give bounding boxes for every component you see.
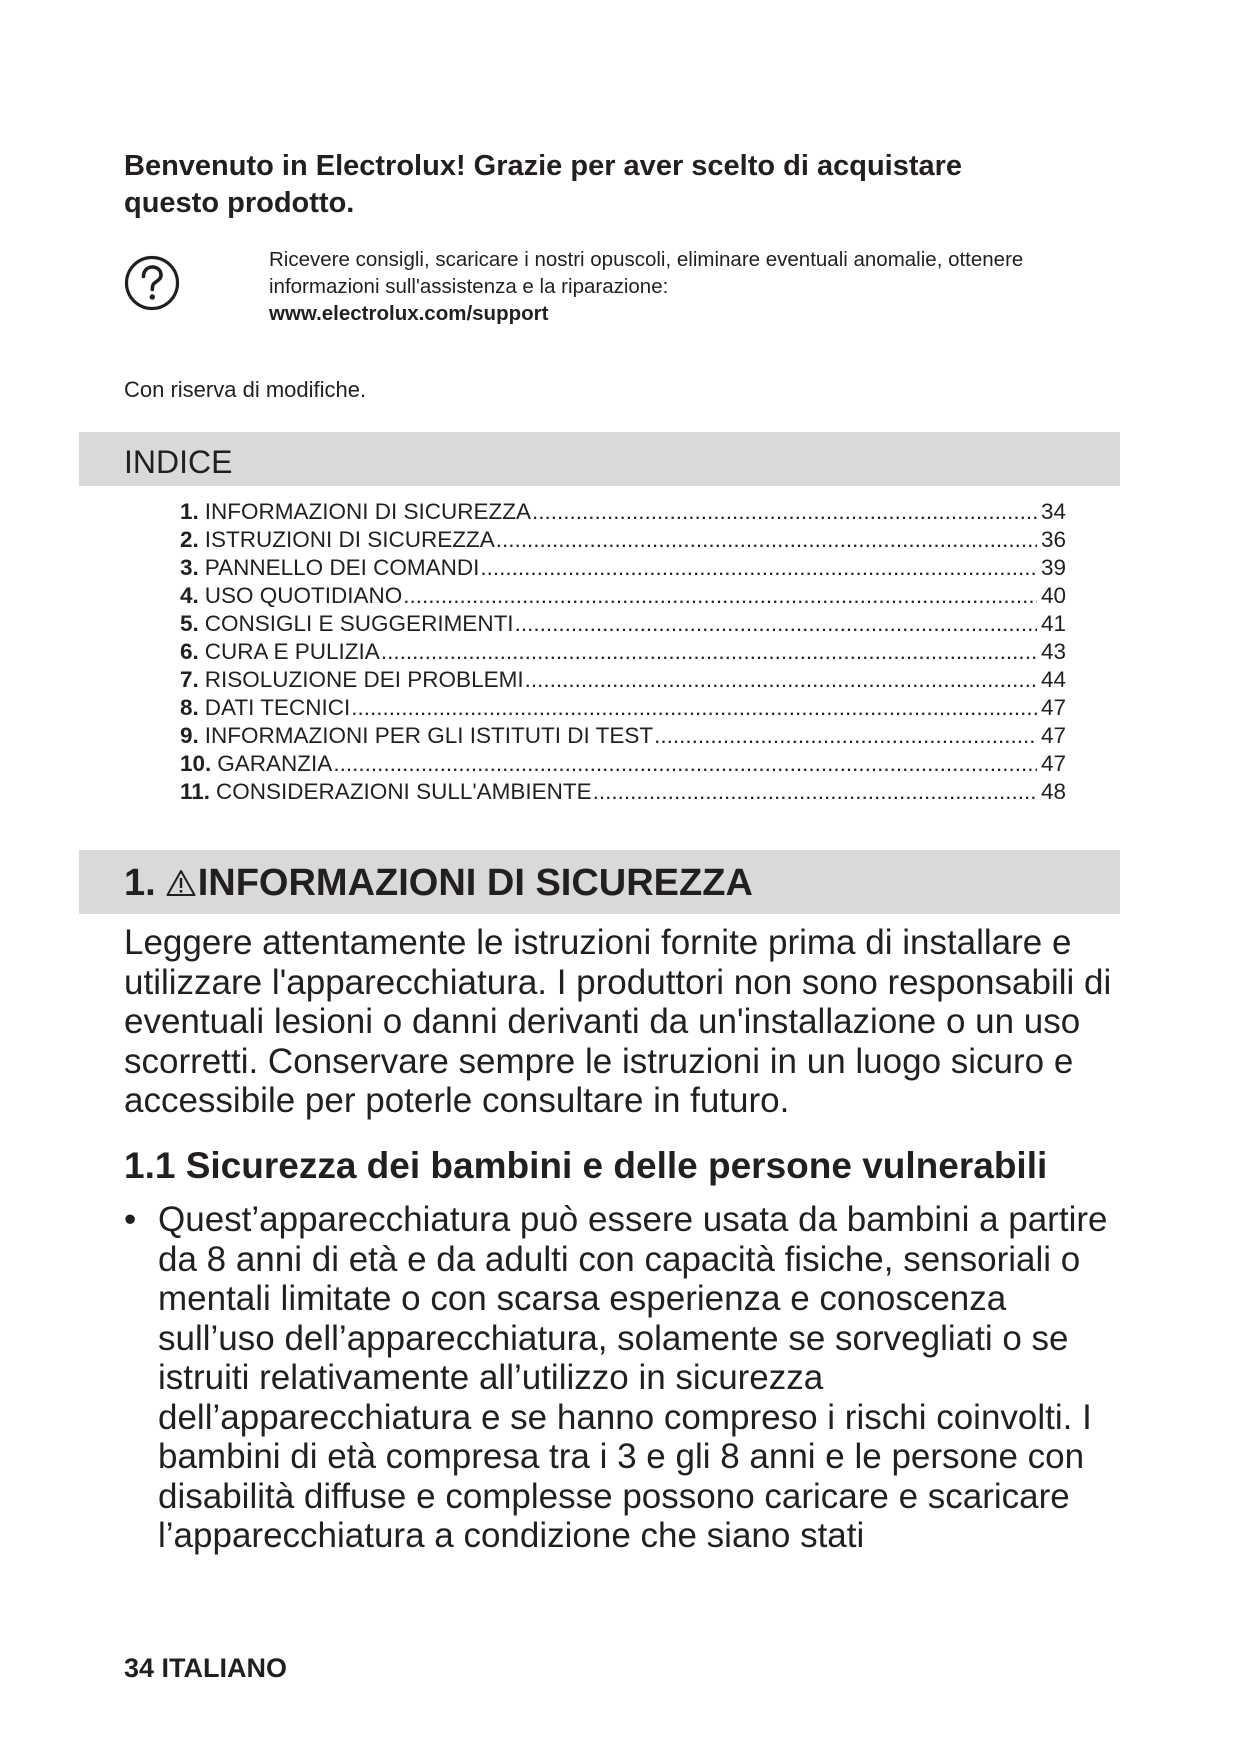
toc-item-number: 10. — [180, 751, 212, 776]
toc-item-label: PANNELLO DEI COMANDI — [204, 555, 480, 580]
toc-leader-dots — [403, 582, 1037, 610]
toc-item[interactable] — [180, 778, 1066, 806]
bullet-symbol: • — [124, 1200, 137, 1239]
toc-item[interactable] — [180, 666, 1066, 694]
toc-item[interactable] — [180, 694, 1066, 722]
toc-leader-dots — [351, 694, 1037, 722]
toc-item-label: RISOLUZIONE DEI PROBLEMI — [204, 667, 524, 692]
section-title-text: INFORMAZIONI DI SICUREZZA — [197, 862, 753, 904]
toc-item-number: 6. — [180, 639, 199, 664]
toc-item-page: 40 — [1040, 583, 1066, 608]
toc-item[interactable] — [180, 722, 1066, 750]
subsection-title: 1.1 Sicurezza dei bambini e delle persone vulnerabili — [124, 1145, 1048, 1186]
toc-item-page: 44 — [1040, 667, 1066, 692]
indice-title: INDICE — [124, 444, 233, 480]
section-title — [124, 861, 753, 905]
toc-leader-dots — [515, 610, 1037, 638]
toc-item-label: CONSIGLI E SUGGERIMENTI — [204, 611, 514, 636]
support-info — [269, 246, 1109, 327]
toc-item[interactable] — [180, 638, 1066, 666]
toc-item-label: INFORMAZIONI PER GLI ISTITUTI DI TEST — [204, 723, 654, 748]
support-info-text: Ricevere consigli, scaricare i nostri opuscoli, eliminare eventuali anomalie, ottenere informazioni sull'assistenza e la riparazione: — [269, 248, 1024, 298]
table-of-contents — [180, 498, 1066, 806]
toc-item-page: 48 — [1040, 779, 1066, 804]
toc-leader-dots — [333, 750, 1037, 778]
toc-item-page: 36 — [1040, 527, 1066, 552]
toc-item-label: USO QUOTIDIANO — [204, 583, 403, 608]
toc-leader-dots — [593, 778, 1037, 806]
toc-item[interactable] — [180, 498, 1066, 526]
toc-item-number: 7. — [180, 667, 199, 692]
toc-leader-dots — [532, 498, 1037, 526]
disclaimer: Con riserva di modifiche. — [124, 377, 367, 402]
welcome-heading: Benvenuto in Electrolux! Grazie per aver scelto di acquistare questo prodotto. — [124, 150, 963, 219]
toc-item-number: 8. — [180, 695, 199, 720]
toc-item-number: 2. — [180, 527, 199, 552]
question-mark-icon — [124, 255, 180, 311]
toc-item[interactable] — [180, 610, 1066, 638]
toc-item-label: DATI TECNICI — [204, 695, 351, 720]
section-intro: Leggere attentamente le istruzioni fornite prima di installare e utilizzare l'apparecchiatura. I produttori non sono responsabili di eventuali lesioni o danni derivanti da un'installazione o un uso scorretti. Conservare sempre le istruzioni in un luogo sicuro e accessibile per poterle consultare in futuro. — [124, 923, 1112, 1120]
toc-item[interactable] — [180, 526, 1066, 554]
toc-item-page: 34 — [1040, 499, 1066, 524]
toc-leader-dots — [381, 638, 1037, 666]
toc-item-page: 47 — [1040, 751, 1066, 776]
toc-item-page: 41 — [1040, 611, 1066, 636]
toc-item-label: CURA E PULIZIA — [204, 639, 380, 664]
support-link[interactable]: www.electrolux.com/support — [269, 302, 549, 325]
toc-leader-dots — [480, 554, 1037, 582]
toc-leader-dots — [654, 722, 1037, 750]
toc-item-number: 9. — [180, 723, 199, 748]
page-footer: 34 ITALIANO — [124, 1653, 288, 1683]
toc-item-page: 43 — [1040, 639, 1066, 664]
toc-item-number: 11. — [180, 779, 211, 804]
toc-leader-dots — [496, 526, 1037, 554]
toc-item-number: 1. — [180, 499, 199, 524]
toc-item-number: 5. — [180, 611, 199, 636]
toc-item[interactable] — [180, 750, 1066, 778]
bullet-text: Quest’apparecchiatura può essere usata da bambini a partire da 8 anni di età e da adulti con capacità fisiche, sensoriali o mentali limitate o con scarsa esperienza e conoscenza sull’uso dell’apparecchiatura, solamente se sorvegliati o se istruiti relativamente all’utilizzo in sicurezza dell’apparecchiatura e se hanno compreso i rischi coinvolti. I bambini di età compresa tra i 3 e gli 8 anni e le persone con disabilità diffuse e complesse possono caricare e scaricare l’apparecchiatura a condizione che siano stati — [158, 1200, 1108, 1555]
toc-leader-dots — [525, 666, 1037, 694]
indice-header-band — [79, 432, 1120, 486]
bullet-item — [124, 1200, 1114, 1556]
toc-item-label: ISTRUZIONI DI SICUREZZA — [204, 527, 495, 552]
toc-item[interactable] — [180, 554, 1066, 582]
toc-item-page: 47 — [1040, 723, 1066, 748]
toc-item-label: INFORMAZIONI DI SICUREZZA — [204, 499, 532, 524]
toc-item-number: 3. — [180, 555, 199, 580]
toc-item-label: CONSIDERAZIONI SULL'AMBIENTE — [216, 779, 592, 804]
toc-item-page: 39 — [1040, 555, 1066, 580]
warning-triangle-icon — [166, 869, 196, 897]
toc-item-label: GARANZIA — [217, 751, 333, 776]
toc-item-number: 4. — [180, 583, 199, 608]
section-number: 1. — [124, 862, 156, 904]
toc-item-page: 47 — [1040, 695, 1066, 720]
toc-item[interactable] — [180, 582, 1066, 610]
